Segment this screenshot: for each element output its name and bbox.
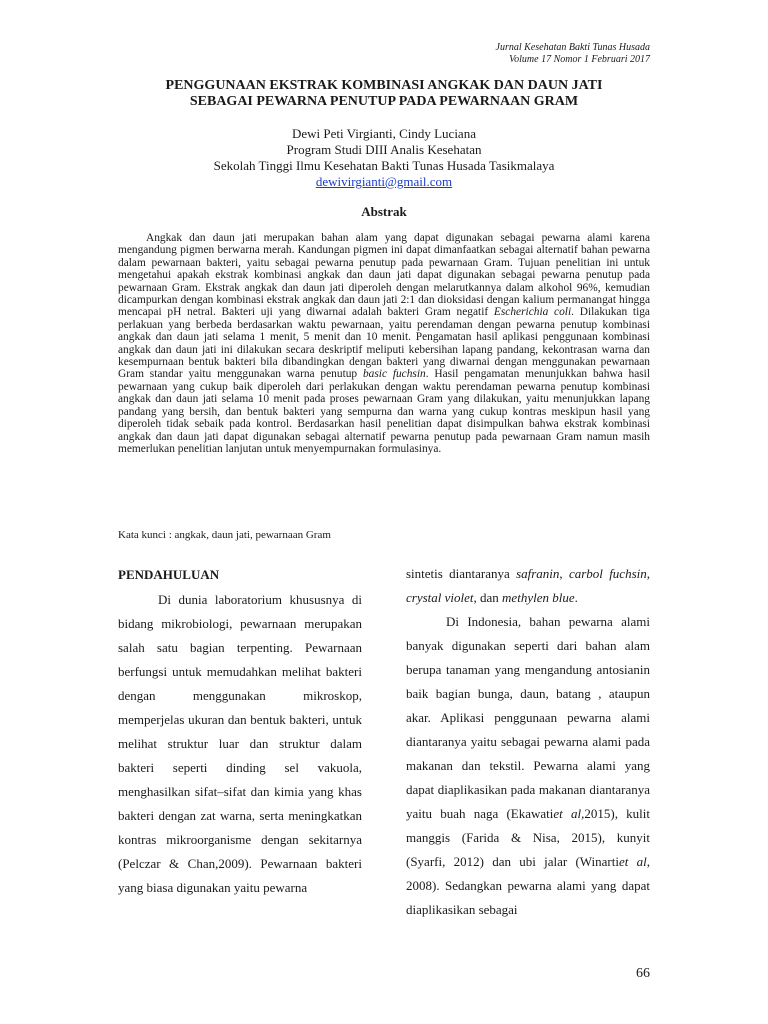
author-block — [118, 126, 650, 190]
abstract-species-name: Escherichia coli — [493, 306, 572, 319]
page-number: 66 — [636, 966, 650, 981]
citation-et-al-2: et al — [618, 854, 647, 869]
indonesia-paragraph — [406, 610, 650, 922]
intro-paragraph: Di dunia laboratorium khususnya di bidang mikrobiologi, pewarnaan merupakan salah satu bagian terpenting. Pewarnaan berfungsi untuk memudahkan melihat bakteri dengan menggunakan mikroskop, memperjelas ukuran dan bentuk bakteri, untuk melihat struktur luar dan struktur dalam bakteri seperti dinding sel vakuola, menghasilkan sifat–sifat dan kimia yang khas bakteri dengan zat warna, serta meningkatkan kontras mikroorganisme dengan sekitarnya (Pelczar & Chan,2009). Pewarnaan bakteri yang biasa digunakan yaitu pewarna — [118, 592, 362, 895]
indonesia-part-a: Di Indonesia, bahan pewarna alami banyak digunakan seperti dari bahan alam berupa tanaman yang mengandung antosianin baik bagian bunga, daun, batang , ataupun akar. Aplikasi penggunaan pewarna alami diantaranya yaitu sebagai pewarna alami pada makanan dan tekstil. Pewarna alami yang dapat diaplikasikan pada makanan diantaranya yaitu buah naga (Ekawati — [406, 614, 650, 821]
running-head — [496, 42, 650, 66]
abstract-part-3: . Hasil pengamatan menunjukkan bahwa hasil pewarnaan yang cukup baik diperoleh dari perlakukan dengan waktu perendaman pewarna penutup kombinasi angkak dan daun jati selama 10 menit pada proses pewarnaan Gram yang dilakukan, yaitu menunjukkan lapang pandang yang bersih, dan bentuk bakteri yang sempurna dan warna yang cukup kontras meskipun hasil yang diperoleh tidak sebaik pada kontrol. Berdasarkan hasil penelitian dapat disimpulkan bahwa ekstrak kombinasi angkak dan daun jati dapat digunakan sebagai alternatif pewarna penutup pada pewarnaan Gram namun masih memerlukan penelitian lanjutan untuk menyempurnakan formulasinya. — [118, 368, 651, 455]
journal-name: Jurnal Kesehatan Bakti Tunas Husada — [495, 42, 650, 53]
indonesia-part-b: 2015), kulit manggis (Farida & Nisa, 2015), kunyit (Syarfi, 2012) dan ubi jalar (Winarti — [406, 806, 650, 869]
title-line-2: SEBAGAI PEWARNA PENUTUP PADA PEWARNAAN GRAM — [189, 94, 579, 109]
dye-list-lead: sintetis diantaranya — [406, 566, 517, 581]
dye-safranin: safranin — [516, 566, 560, 581]
abstract-heading: Abstrak — [361, 204, 407, 219]
dye-methylen-blue: methylen blue — [502, 590, 575, 605]
dye-carbol-fuchsin: carbol fuchsin — [568, 566, 647, 581]
dye-crystal-violet: crystal violet — [406, 590, 474, 605]
journal-volume: Volume 17 Nomor 1 Februari 2017 — [509, 54, 650, 65]
right-column — [406, 562, 650, 922]
dye-list-end: . — [574, 590, 578, 605]
author-program: Program Studi DIII Analis Kesehatan — [286, 142, 482, 157]
citation-et-al-1: et al, — [553, 806, 585, 821]
left-column — [118, 562, 362, 900]
title-line-1: PENGGUNAAN EKSTRAK KOMBINASI ANGKAK DAN DAUN JATI — [165, 78, 603, 93]
author-names: Dewi Peti Virgianti, Cindy Luciana — [292, 126, 476, 141]
dye-sep-2: , — [646, 566, 650, 581]
dye-sep-1: , — [559, 566, 569, 581]
abstract-part-2: . Dilakukan tiga perlakuan yang berbeda berdasarkan waktu pewarnaan, yaitu perendaman dengan pewarna penutup kombinasi angkak dan daun jati selama 1 menit, 5 menit dan 10 menit. Pengamatan hasil aplikasi penggunaan kombinasi angkak dan daun jati ini dilakukan secara deskriptif meliputi kebersihan lapang pandang, kekontrasan warna dan kesempurnaan bentuk bakteri bila dibandingkan dengan bakteri yang diwarnai dengan menggunakan pewarnaan Gram standar yaitu menggunakan warna penutup — [118, 306, 650, 381]
section-heading-pendahuluan: PENDAHULUAN — [118, 567, 220, 582]
keywords: Kata kunci : angkak, daun jati, pewarnaan Gram — [118, 529, 331, 541]
author-email-link[interactable]: dewivirgianti@gmail.com — [315, 174, 453, 189]
dye-sep-3: , dan — [473, 590, 503, 605]
indonesia-part-c: , 2008). Sedangkan pewarna alami yang dapat diaplikasikan sebagai — [406, 854, 650, 917]
abstract-part-1: Angkak dan daun jati merupakan bahan alam yang dapat digunakan sebagai pewarna alami karena mengandung pigmen berwarna merah. Kandungan pigmen ini dapat dimanfaatkan sebagai alternatif bahan pewarna dalam pewarnaan bakteri, yaitu sebagai pewarna penutup pada pewarnaan Gram. Tujuan penelitian ini untuk mengetahui apakah ekstrak kombinasi angkak dan daun jati dapat digunakan sebagai pewarna penutup pada pewarnaan Gram. Ekstrak angkak dan daun jati diperoleh dengan melarutkannya dalam alkohol 96%, kemudian dicampurkan dengan kombinasi ekstrak angkak dan daun jati 2:1 dan dioksidasi dengan kalium permanangat hingga mencapai pH netral. Bakteri uji yang diwarnai adalah bakteri Gram negatif — [118, 232, 650, 319]
dye-list-paragraph — [406, 562, 650, 610]
author-institution: Sekolah Tinggi Ilmu Kesehatan Bakti Tunas Husada Tasikmalaya — [213, 158, 555, 173]
abstract-stain-name: basic fuchsin — [362, 368, 426, 381]
paper-title — [118, 78, 650, 110]
abstract-text — [118, 232, 650, 455]
